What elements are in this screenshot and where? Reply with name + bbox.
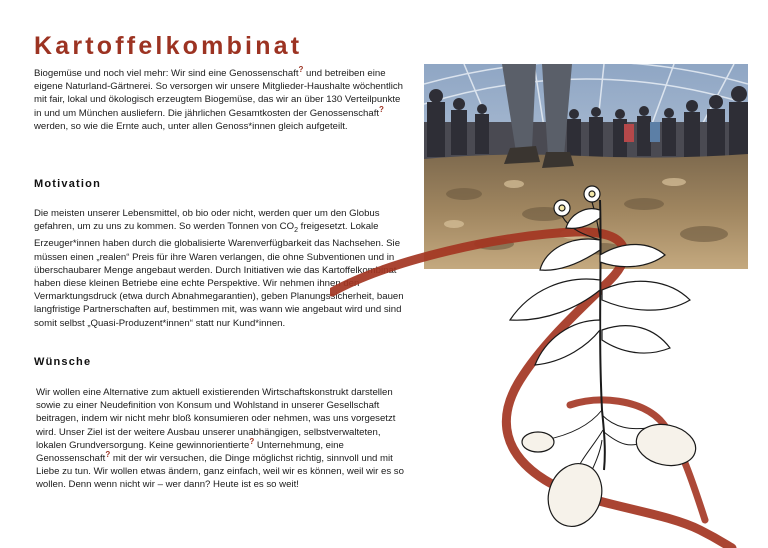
wuensche-text-1: Wir wollen eine Alternative zum aktuell existierenden Wirtschaftskonstrukt darstellen sowie zu einer Neudefinition von Konsum und Wohlstand in unserer Gesellschaft beitragen, indem wir nicht mehr bloß konsumieren oder nehmen, was uns vorgesetzt wird. Unser Ziel ist der weitere Ausbau unserer unabhängigen, selbstverwalteten, lokalen Grundversorgung. Keine gewinnorientierte (36, 387, 396, 451)
potato-icon (522, 432, 554, 452)
wuensche-text-2: Unternehmung, eine Genossenschaft (36, 439, 344, 465)
potato-icon (632, 419, 699, 471)
motivation-text-1: Die meisten unserer Lebensmittel, ob bio oder nicht, werden quer um den Globus gefahren, um zu uns zu kommen. So werden Tonnen von CO (34, 208, 380, 233)
wuensche-heading: Wünsche (34, 356, 92, 368)
leaf-icon (602, 326, 670, 353)
intro-text-2: und betreiben eine eigene Naturland-Gärtnerei. So versorgen wir unsere Mitglieder-Haushalte wöchentlich mit fair, lokal und ökologisch erzeugtem Biogemüse, das wir an über 130 Verteilpunkte in und um München ausliefern. Die jährlichen Gesamtkosten der Genossenschaft (34, 68, 404, 119)
motivation-heading: Motivation (34, 178, 101, 190)
potato-plant-illustration (330, 180, 768, 548)
wuensche-text-3: mit der wir versuchen, die Dinge möglichst richtig, sinnvoll und mit Liebe zu tun. Wir wollen etwas ändern, ganz einfach, weil wir es können, weil wir es so wollen. Denn wenn nicht wir – wer dann? Heute ist es so weit! (36, 453, 404, 491)
motivation-text-2: freigesetzt. Lokale Erzeuger*innen haben durch die globalisierte Warenverfügbarkeit das Nachsehen. Sie müssen einen „realen“ Preis für ihre Waren verlangen, die ohne Subventionen und in überschaubarer Menge angebaut werden. Durch Initiativen wie das Kartoffelkombinat haben diese kleinen Betriebe eine echte Perspektive. Wir nehmen ihnen den Vermarktungsdruck (etwa durch Abnahmegarantien), geben Planungssicherheit, bauen langfristige Partnerschaften auf, bestimmen mit, was wann wie angebaut wird und sind somit selbst „Quasi-Produzent*innen“ statt nur Kund*innen. (34, 221, 404, 329)
leaf-icon (540, 239, 600, 270)
question-marker-icon: ? (379, 104, 384, 114)
question-marker-icon: ? (249, 436, 255, 446)
leaf-icon (600, 244, 665, 266)
leaf-icon (602, 281, 690, 310)
red-ribbon (332, 232, 732, 548)
question-marker-icon: ? (298, 65, 304, 74)
leaf-icon (566, 209, 600, 229)
leaf-icon (510, 279, 600, 320)
intro-text-1: Biogemüse und noch viel mehr: Wir sind eine Genossenschaft (34, 68, 299, 79)
page-title: Kartoffelkombinat (34, 32, 303, 60)
question-marker-icon: ? (105, 450, 111, 460)
potato-icon (540, 456, 611, 534)
co2-subscript: 2 (294, 227, 298, 235)
intro-paragraph (34, 67, 410, 133)
intro-text-3: werden, so wie die Ernte auch, unter allen Genoss*innen gleich aufgeteilt. (34, 120, 348, 132)
